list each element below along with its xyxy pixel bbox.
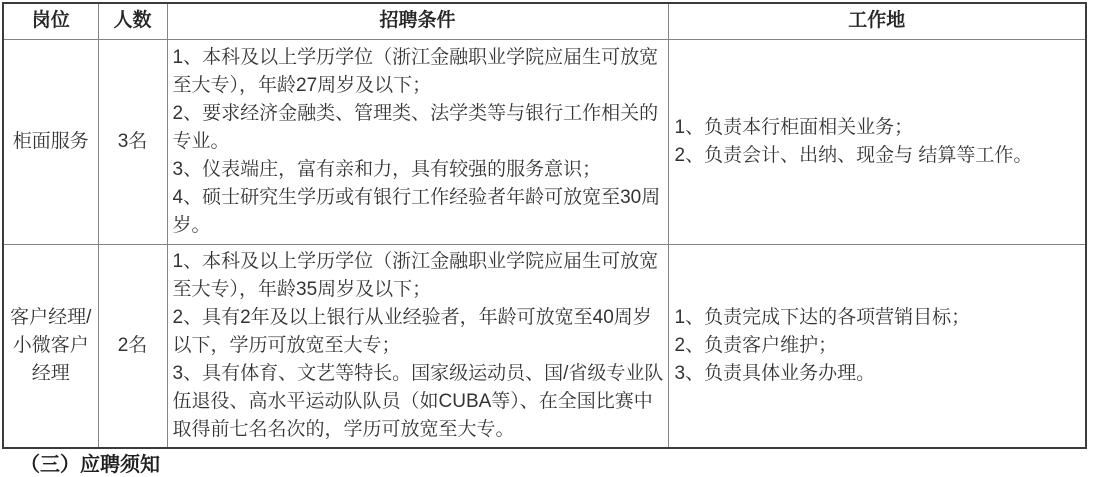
- header-position: 岗位: [3, 3, 98, 39]
- position-cell: 柜面服务: [3, 39, 98, 244]
- headcount-cell: 3名: [98, 39, 167, 244]
- condition-item: 1、本科及以上学历学位（浙江金融职业学院应届生可放宽至大专），年龄27周岁及以下；: [172, 46, 659, 96]
- header-headcount: 人数: [98, 3, 167, 39]
- conditions-cell: [167, 39, 668, 244]
- position-cell: 客户经理/小微客户经理: [3, 244, 98, 448]
- section-heading: （三）应聘须知: [20, 453, 160, 476]
- recruitment-table: [2, 2, 1087, 449]
- duty-item: 3、负责具体业务办理。: [674, 362, 876, 384]
- conditions-cell: [167, 244, 668, 448]
- duty-item: 1、负责完成下达的各项营销目标；: [674, 306, 971, 328]
- table-row-teller: [3, 39, 1086, 244]
- header-conditions: 招聘条件: [167, 3, 668, 39]
- duty-item: 1、负责本行柜面相关业务；: [674, 116, 914, 138]
- condition-item: 3、具有体育、文艺等特长。国家级运动员、国/省级专业队伍退役、高水平运动队队员（如CUBA等）、在全国比赛中取得前七名名次的，学历可放宽至大专。: [172, 362, 664, 440]
- header-workplace: 工作地: [668, 3, 1086, 39]
- headcount-cell: 2名: [98, 244, 167, 448]
- duty-item: 2、负责会计、出纳、现金与 结算等工作。: [674, 144, 1033, 166]
- condition-item: 1、本科及以上学历学位（浙江金融职业学院应届生可放宽至大专），年龄35周岁及以下；: [172, 250, 659, 300]
- condition-item: 2、具有2年及以上银行从业经验者，年龄可放宽至40周岁以下，学历可放宽至大专；: [172, 306, 652, 356]
- condition-item: 3、仪表端庄，富有亲和力，具有较强的服务意识；: [172, 158, 602, 180]
- duties-cell: [668, 39, 1086, 244]
- duties-cell: [668, 244, 1086, 448]
- header-row: [3, 3, 1086, 39]
- condition-item: 2、要求经济金融类、管理类、法学类等与银行工作相关的专业。: [172, 102, 659, 152]
- condition-item: 4、硕士研究生学历或有银行工作经验者年龄可放宽至30周岁。: [172, 186, 661, 236]
- table-row-account-manager: [3, 244, 1086, 448]
- duty-item: 2、负责客户维护；: [674, 334, 838, 356]
